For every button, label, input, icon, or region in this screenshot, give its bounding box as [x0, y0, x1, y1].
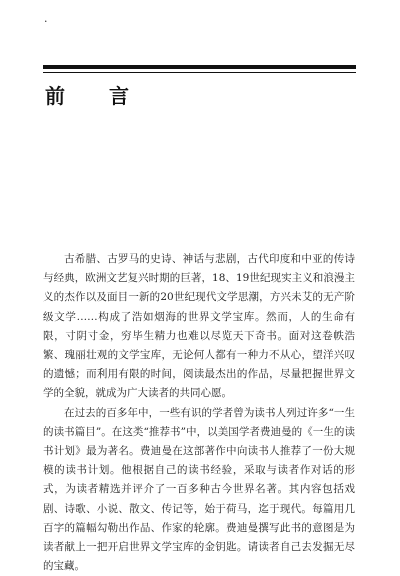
header-rule-thick	[43, 65, 356, 69]
header-rule-thin	[43, 72, 356, 73]
corner-mark: ·	[44, 15, 48, 28]
page-title: 前言	[45, 84, 173, 108]
body-text	[43, 250, 355, 576]
paragraph-2: 在过去的百多年中，一些有识的学者曾为读书人列过许多“一生的读书篇目”。在这类“推荐书”中，以美国学者费迪曼的《一生的读书计划》最为著名。费迪曼在这部著作中向读书人推荐了一份大规模的读书计划。他根据自己的读书经验，采取与读者作对话的形式，为读者精选并评介了一百多种古今世界名著。其内容包括戏剧、诗歌、小说、散文、传记等，始于荷马，迄于现代。每篇用几百字的篇幅勾勒出作品、作家的轮廓。费迪曼撰写此书的意图是为读者献上一把开启世界文学宝库的金钥匙。请读者自己去发掘无尽的宝藏。	[43, 406, 355, 573]
paragraph-1: 古希腊、古罗马的史诗、神话与悲剧，古代印度和中亚的传诗与经典，欧洲文艺复兴时期的巨著，18、19世纪现实主义和浪漫主义的杰作以及面目一新的20世纪现代文学思潮，方兴未艾的无产阶级文学……构成了浩如烟海的世界文学宝库。然而，人的生命有限，寸阴寸金，穷毕生精力也难以尽览天下奇书。面对这卷帙浩繁、瑰丽壮观的文学宝库，无论何人都有一种力不从心，望洋兴叹的遗憾；而利用有限的时间，阅读最杰出的作品，尽量把握世界文学的全貌，就成为广大读者的共同心愿。	[43, 253, 355, 400]
